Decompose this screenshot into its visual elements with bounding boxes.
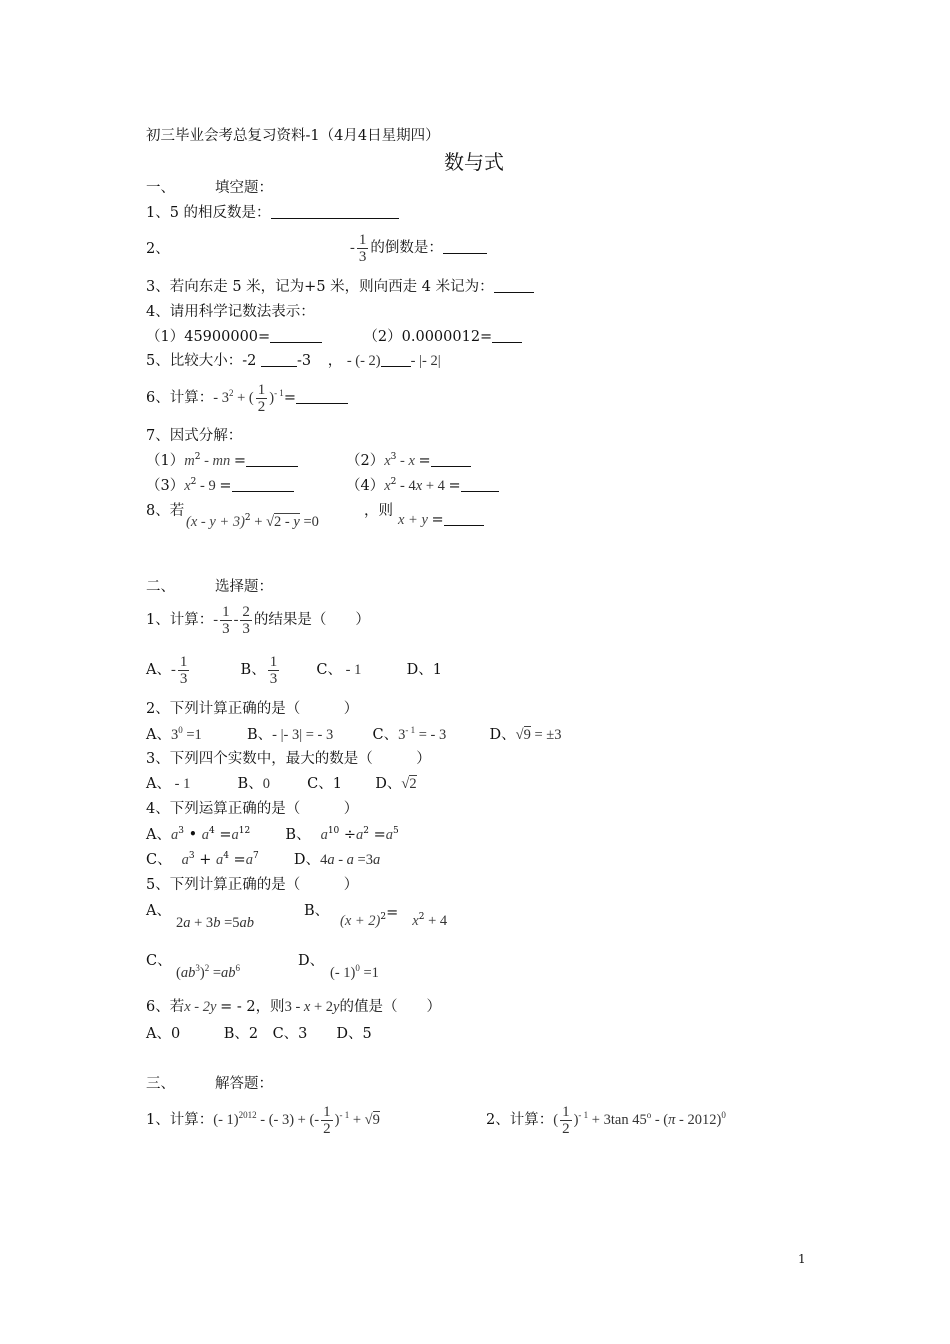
s3-q1: 1、计算：(- 1)$^{2012}$ - (- 3) + (- $\frac{1}{2}$ )$^{- 1}$ + √9 (146, 1103, 380, 1137)
s2-q2-options: A、$3^0 =1$ B、- |- 3| = - 3 C、$3^{- 1}$ = - 3 D、√9 = ±3 (146, 725, 562, 743)
fraction: $\frac{2}{3}$ (242, 603, 250, 637)
s1-q7: 7、因式分解： (146, 428, 243, 444)
s2-q1-options: A、- $\frac{1}{3}$ B、 $\frac{1}{3}$ C、 - 1 D、1 (146, 653, 442, 687)
doc-header: 初三毕业会考总复习资料-1（4月4日星期四） (146, 128, 440, 144)
s2-q5-opt-a-expr: 2a + 3b =5ab (176, 915, 254, 931)
section-1-heading: 一、 填空题： (146, 180, 273, 196)
s1-q5: 5、比较大小：-2 -3 ， - (- 2) - |- 2| (146, 353, 441, 369)
s2-q5-opt-a: A、 (146, 903, 171, 919)
s1-q8-answer: x + y = (398, 511, 484, 529)
s2-q3-options: A、 - 1 B、0 C、1 D、√2 (146, 776, 417, 792)
s1-q8: 8、若 (146, 503, 185, 519)
s1-q2-expr: - $\frac{1}{3}$ 的倒数是： (350, 228, 487, 268)
fraction: $\frac{1}{3}$ (269, 653, 278, 687)
fraction: $\frac{1}{3}$ (179, 653, 188, 687)
s2-q4-options-2: C、 $a^3 + a^4 =a^7$ D、4a - a =3a (146, 851, 381, 868)
s2-q5-opt-c-expr: $(ab^3)^2 =ab^6$ (176, 963, 240, 981)
fraction: $\frac{1}{2}$ (323, 1103, 331, 1137)
s1-q3: 3、若向东走 5 米，记为+5 米，则向西走 4 米记为： (146, 278, 534, 296)
s1-q8-expr: $(x - y + 3)^2 + √2 - y =0$ (186, 513, 319, 530)
fraction: $\frac{1}{2}$ (257, 381, 266, 415)
s2-q6-options: A、0 B、2 C、3 D、5 (146, 1026, 372, 1042)
page-number: 1 (798, 1252, 806, 1266)
s2-q5-opt-b-expr: $(x + 2)^2= x^2 + 4$ (340, 905, 448, 929)
s2-q5-opt-d: D、 (298, 953, 325, 969)
s2-q2: 2、下列计算正确的是（ ） (146, 701, 359, 717)
s1-q7-row1: $(1)m^2$ - mn = (146, 452, 298, 470)
s2-q5-opt-d-expr: (- 1)$^0$ =1 (330, 963, 379, 981)
s2-q6: 6、若x - 2y = - 2，则3 - x + 2y的值是（ ） (146, 999, 441, 1015)
s1-q7-row1b: $(2)x^3$ - x = (346, 452, 471, 470)
s1-q4-parts: （1）45900000= （2）0.0000012= (146, 328, 522, 346)
fraction: $\frac{1}{3}$ (222, 603, 230, 637)
s1-q8-tail: ，则 (364, 503, 393, 519)
s1-q2: 2、 (146, 241, 170, 257)
s1-q7-row2: $(3)x^2 - 9$ = (146, 477, 294, 495)
s1-q7-row2b: $(4)x^2 - 4x + 4$ = (346, 477, 499, 495)
s2-q5: 5、下列计算正确的是（ ） (146, 877, 359, 893)
s2-q4-options-1: A、$a^3$ • $a^4 =a^{12}$ B、 $a^{10} \div a^2 =a^5$ (146, 826, 399, 843)
s2-q4: 4、下列运算正确的是（ ） (146, 801, 359, 817)
s1-q6: 6、计算：- $3^2$ + ( $\frac{1}{2}$ )$^{- 1}$= (146, 380, 348, 416)
s2-q5-opt-c: C、 (146, 953, 172, 969)
fraction: $\frac{1}{3}$ (358, 231, 367, 265)
s3-q2: 2、计算：( $\frac{1}{2}$ )$^{- 1}$ + 3tan 45$^o$ - (π - 2012)$^0$ (486, 1103, 726, 1137)
s2-q3: 3、下列四个实数中，最大的数是（ ） (146, 751, 431, 767)
fraction: $\frac{1}{2}$ (562, 1103, 570, 1137)
s2-q1: 1、计算：- $\frac{1}{3}$ - $\frac{2}{3}$ 的结果是（ ） (146, 603, 370, 637)
page-title: 数与式 (444, 150, 504, 174)
section-3-heading: 三、 解答题： (146, 1076, 273, 1092)
s2-q5-opt-b: B、 (304, 903, 330, 919)
s1-q4: 4、请用科学记数法表示： (146, 304, 315, 320)
section-2-heading: 二、 选择题： (146, 579, 273, 595)
s1-q1: 1、5 的相反数是： (146, 204, 399, 222)
